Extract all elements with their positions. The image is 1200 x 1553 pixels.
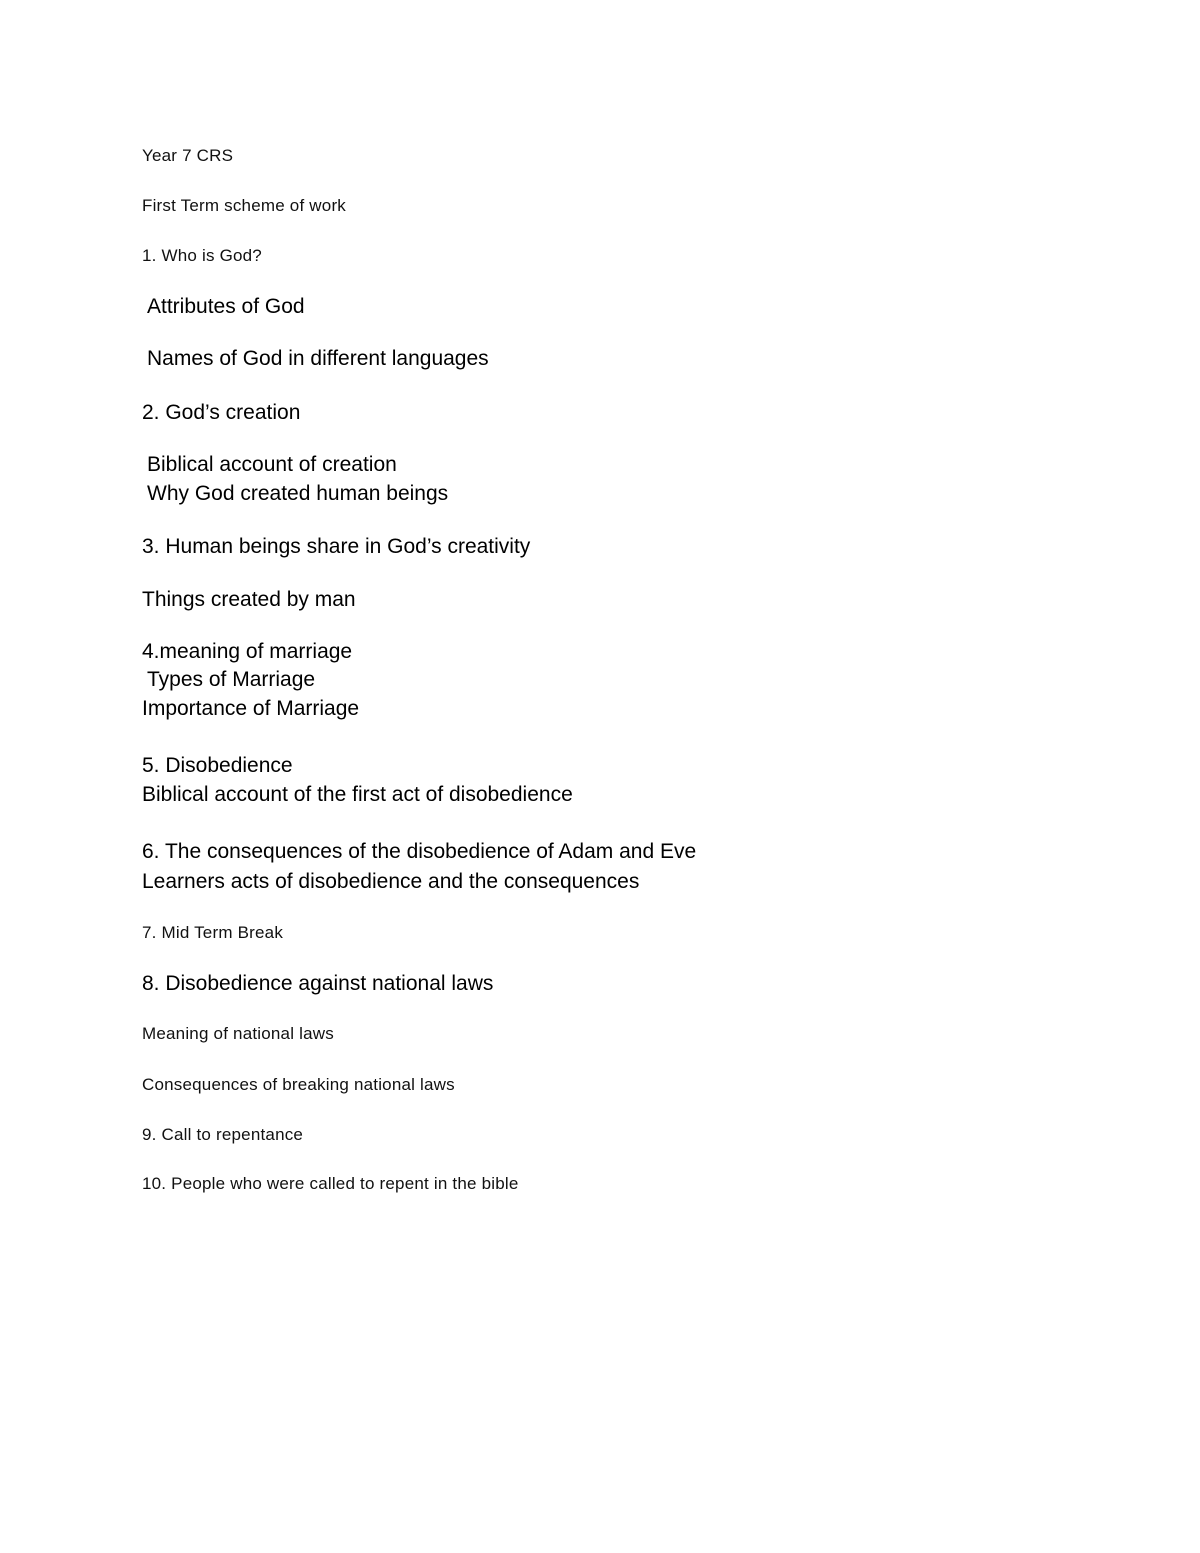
topic-heading: 7. Mid Term Break	[142, 923, 284, 942]
subtopic-line: Things created by man	[142, 588, 356, 611]
subtopic-line: Meaning of national laws	[142, 1024, 334, 1043]
document-subtitle: First Term scheme of work	[142, 196, 347, 215]
topic-heading: 1. Who is God?	[142, 246, 262, 265]
topic-heading: 10. People who were called to repent in the bible	[142, 1174, 519, 1193]
subtopic-line: Biblical account of the first act of disobedience	[142, 783, 573, 806]
subtopic-line: Biblical account of creation	[147, 453, 397, 476]
subtopic-line: Importance of Marriage	[142, 697, 360, 720]
subtopic-line: Why God created human beings	[147, 482, 449, 505]
subtopic-line: Types of Marriage	[147, 668, 316, 691]
topic-heading: 4.meaning of marriage	[142, 640, 353, 663]
topic-heading: 6. The consequences of the disobedience of Adam and Eve	[142, 840, 697, 863]
topic-heading: 3. Human beings share in God’s creativity	[142, 535, 531, 558]
topic-heading: 5. Disobedience	[142, 754, 293, 777]
topic-heading: 9. Call to repentance	[142, 1125, 304, 1144]
subtopic-line: Learners acts of disobedience and the consequences	[142, 870, 640, 893]
topic-heading: 8. Disobedience against national laws	[142, 972, 494, 995]
subtopic-line: Attributes of God	[147, 295, 305, 318]
subtopic-line: Consequences of breaking national laws	[142, 1075, 455, 1094]
subtopic-line: Names of God in different languages	[147, 347, 489, 370]
document-title: Year 7 CRS	[142, 146, 234, 165]
topic-heading: 2. God’s creation	[142, 401, 301, 424]
